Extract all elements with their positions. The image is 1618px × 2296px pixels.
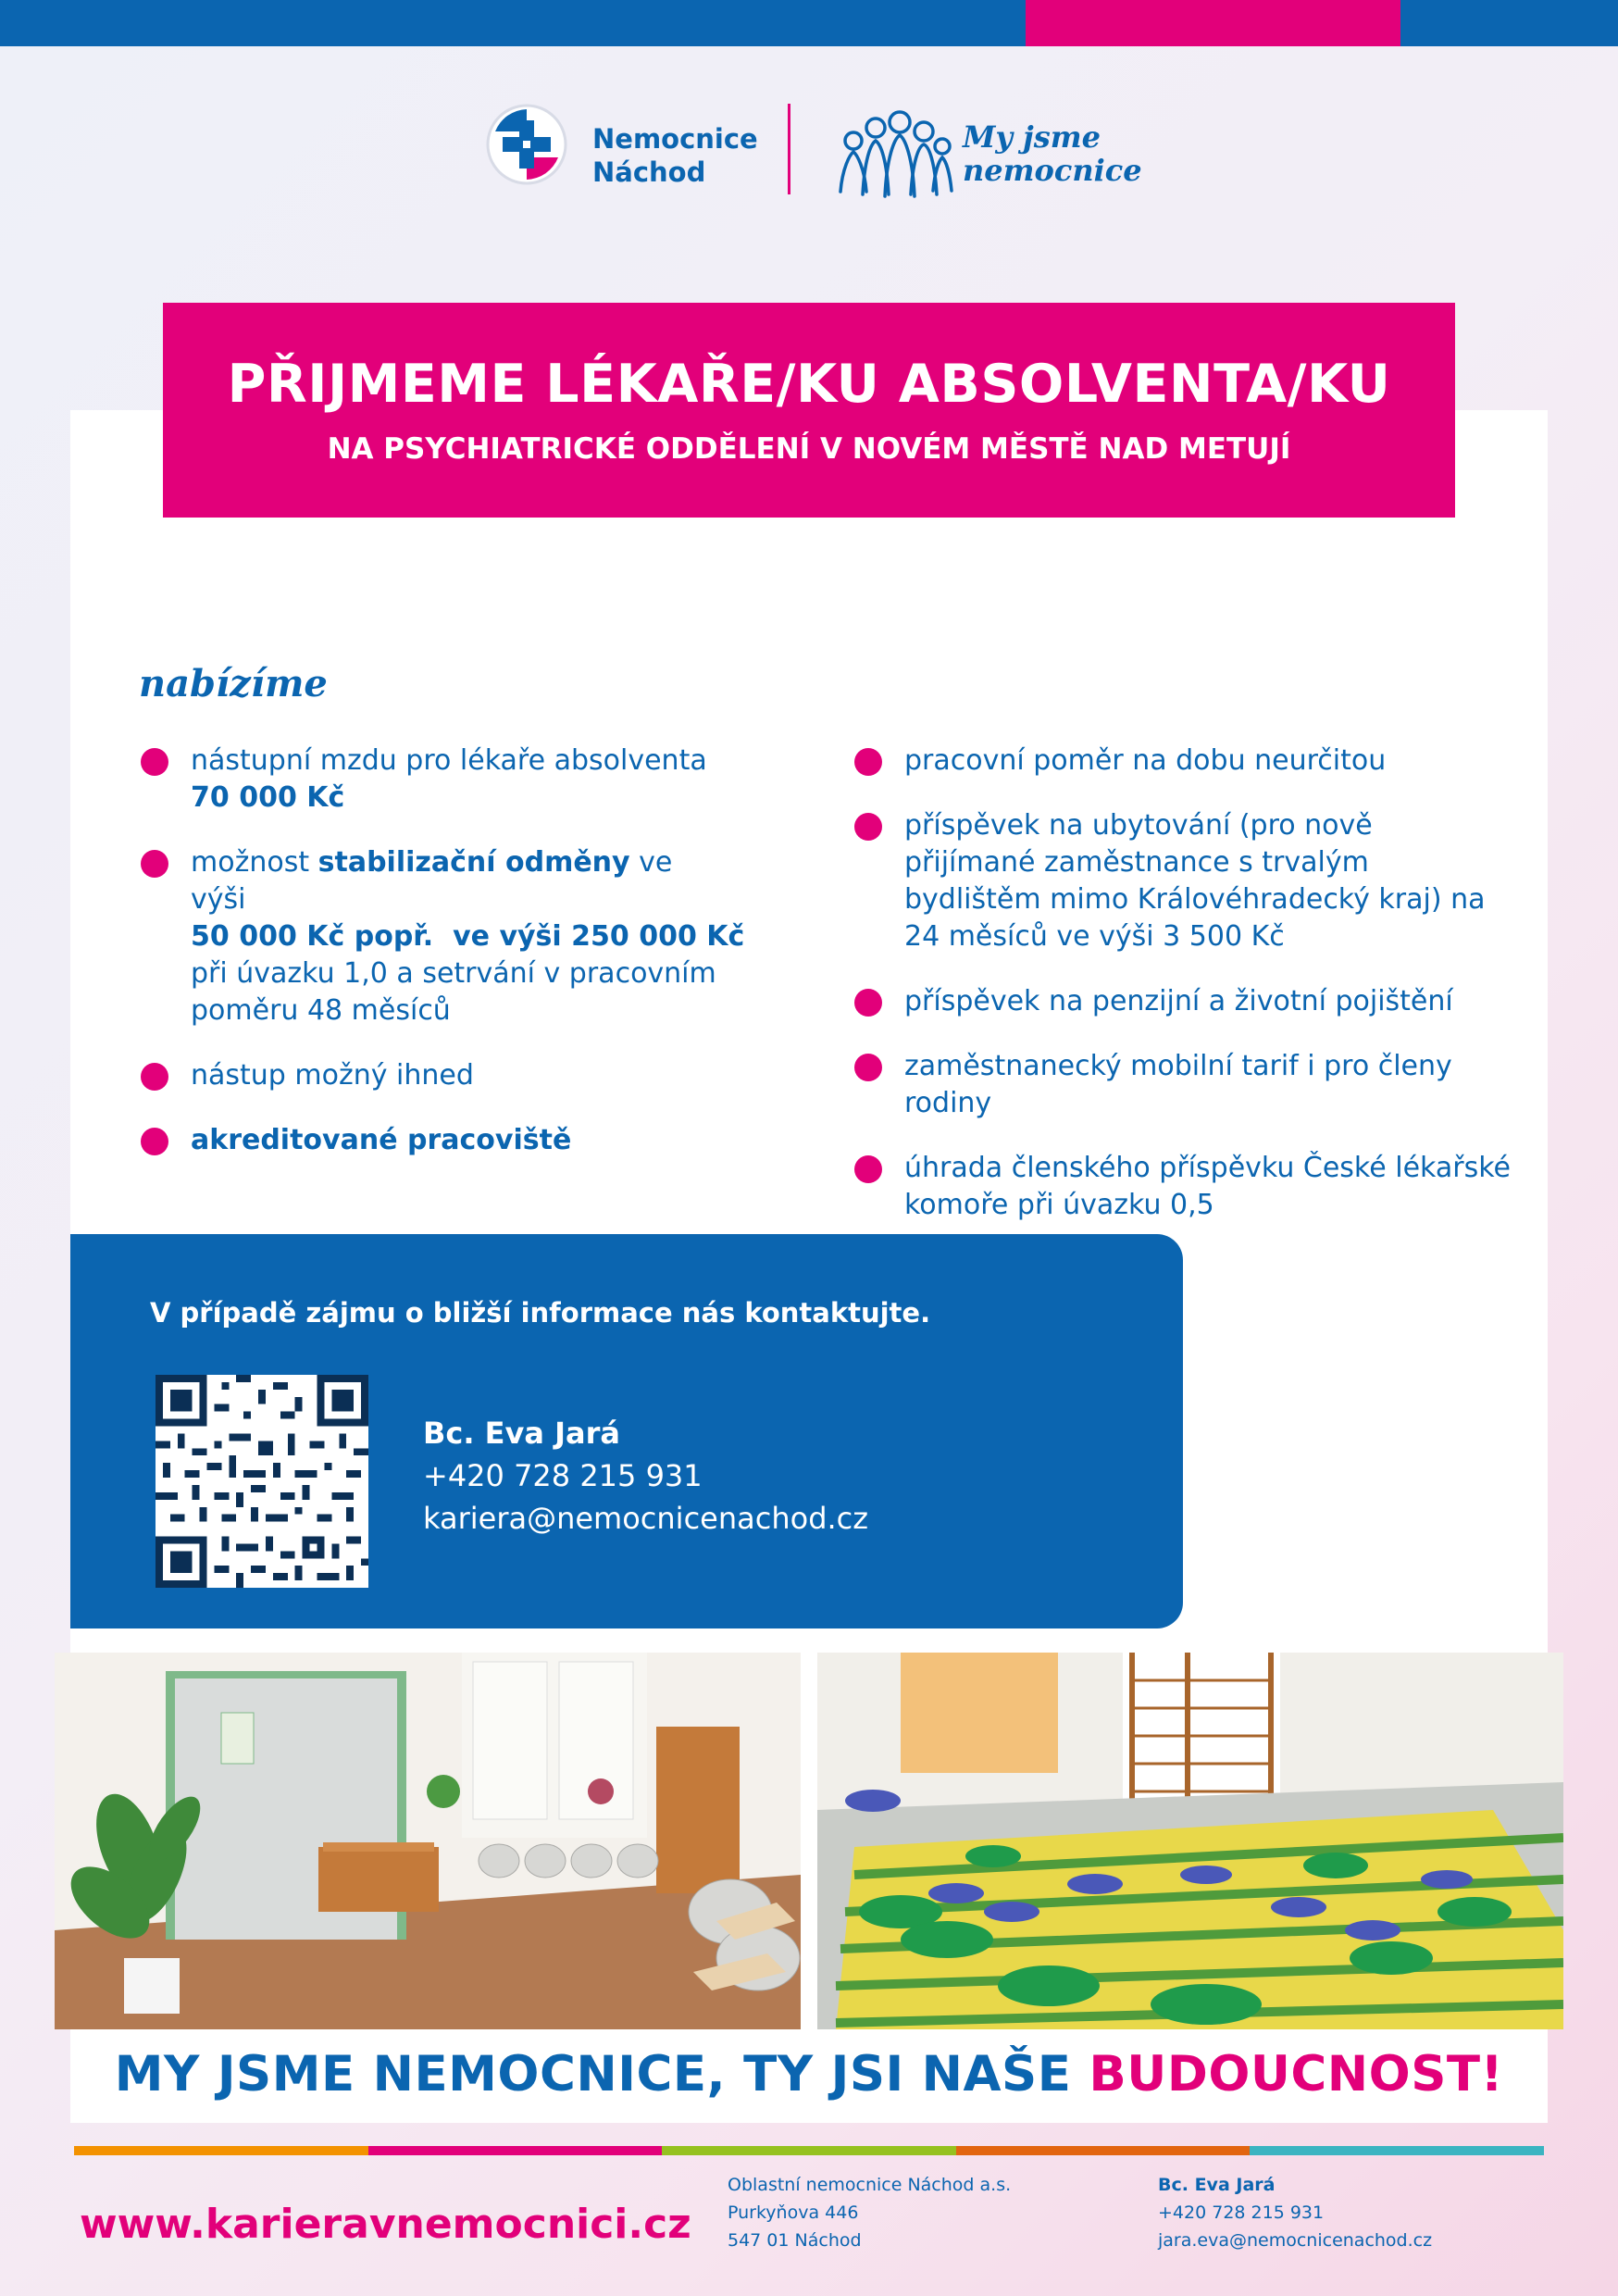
contact-phone[interactable]: +420 728 215 931 <box>423 1458 703 1493</box>
list-item: úhrada členského příspěvku České lékařské komoře při úvazku 0,5 <box>854 1150 1543 1224</box>
bullet-icon <box>141 1063 168 1091</box>
page-subtitle: NA PSYCHIATRICKÉ ODDĚLENÍ V NOVÉM MĚSTĚ NAD METUJÍ <box>327 432 1291 466</box>
bullet-icon <box>854 1054 882 1081</box>
list-item: možnost stabilizační odměny ve výši 50 000 Kč popř. ve výši 250 000 Kč při úvazku 1,0 a setrvání v pracovním poměru 48 měsíců <box>141 844 733 1029</box>
top-color-bar-accent <box>1026 0 1400 46</box>
contact-heading: V případě zájmu o bližší informace nás kontaktujte. <box>150 1297 931 1329</box>
contact-name: Bc. Eva Jará <box>423 1416 620 1451</box>
contact-box <box>70 1234 1183 1628</box>
bullet-icon <box>854 813 882 841</box>
campaign-logo-text: My jsme nemocnice <box>963 119 1142 188</box>
slogan: MY JSME NEMOCNICE, TY JSI NAŠE BUDOUCNOST! <box>114 2046 1504 2103</box>
contact-email[interactable]: kariera@nemocnicenachod.cz <box>423 1501 869 1536</box>
page-title: PŘIJMEME LÉKAŘE/KU ABSOLVENTA/KU <box>227 354 1391 415</box>
footer-email[interactable]: jara.eva@nemocnicenachod.cz <box>1158 2230 1433 2251</box>
footer-contact: Bc. Eva Jará +420 728 215 931 jara.eva@nemocnicenachod.cz <box>1158 2171 1432 2254</box>
bullet-icon <box>854 748 882 776</box>
offer-heading: nabízíme <box>139 662 328 705</box>
color-segment <box>368 2146 663 2155</box>
organization-address: Oblastní nemocnice Náchod a.s. Purkyňova 446 547 01 Náchod <box>728 2175 1012 2251</box>
bullet-icon <box>854 1155 882 1183</box>
color-segment <box>74 2146 368 2155</box>
list-item: pracovní poměr na dobu neurčitou <box>854 742 1521 780</box>
bullet-icon <box>141 850 168 878</box>
relaxation-room-photo <box>817 1653 1563 2029</box>
offer-list-right <box>854 742 1521 1252</box>
bullet-icon <box>141 1128 168 1155</box>
website-link[interactable]: www.karieravnemocnici.cz <box>80 2201 691 2248</box>
list-item: nástupní mzdu pro lékaře absolventa 70 000 Kč <box>141 742 733 817</box>
hospital-logo-text: Nemocnice Náchod <box>592 123 758 188</box>
list-item: příspěvek na ubytování (pro nově přijímané zaměstnance s trvalým bydlištěm mimo Královéhradecký kraj) na 24 měsíců ve výši 3 500 Kč <box>854 807 1497 955</box>
color-segment <box>956 2146 1251 2155</box>
footer-color-line <box>74 2146 1544 2155</box>
people-group-icon <box>833 104 953 201</box>
list-item: akreditované pracoviště <box>141 1122 733 1159</box>
color-segment <box>662 2146 956 2155</box>
offer-list-left <box>141 742 745 1187</box>
color-segment <box>1250 2146 1544 2155</box>
bullet-icon <box>854 989 882 1017</box>
qr-code-icon[interactable] <box>156 1375 368 1588</box>
hospital-logo-icon <box>486 104 567 185</box>
footer-phone[interactable]: +420 728 215 931 <box>1158 2202 1325 2223</box>
list-item: zaměstnanecký mobilní tarif i pro členy rodiny <box>854 1048 1497 1122</box>
bullet-icon <box>141 748 168 776</box>
header-banner <box>163 303 1455 518</box>
list-item: nástup možný ihned <box>141 1057 733 1094</box>
list-item: příspěvek na penzijní a životní pojištění <box>854 983 1521 1020</box>
waiting-room-photo <box>55 1653 801 2029</box>
contact-details <box>423 1412 868 1540</box>
logo-divider <box>788 104 790 194</box>
